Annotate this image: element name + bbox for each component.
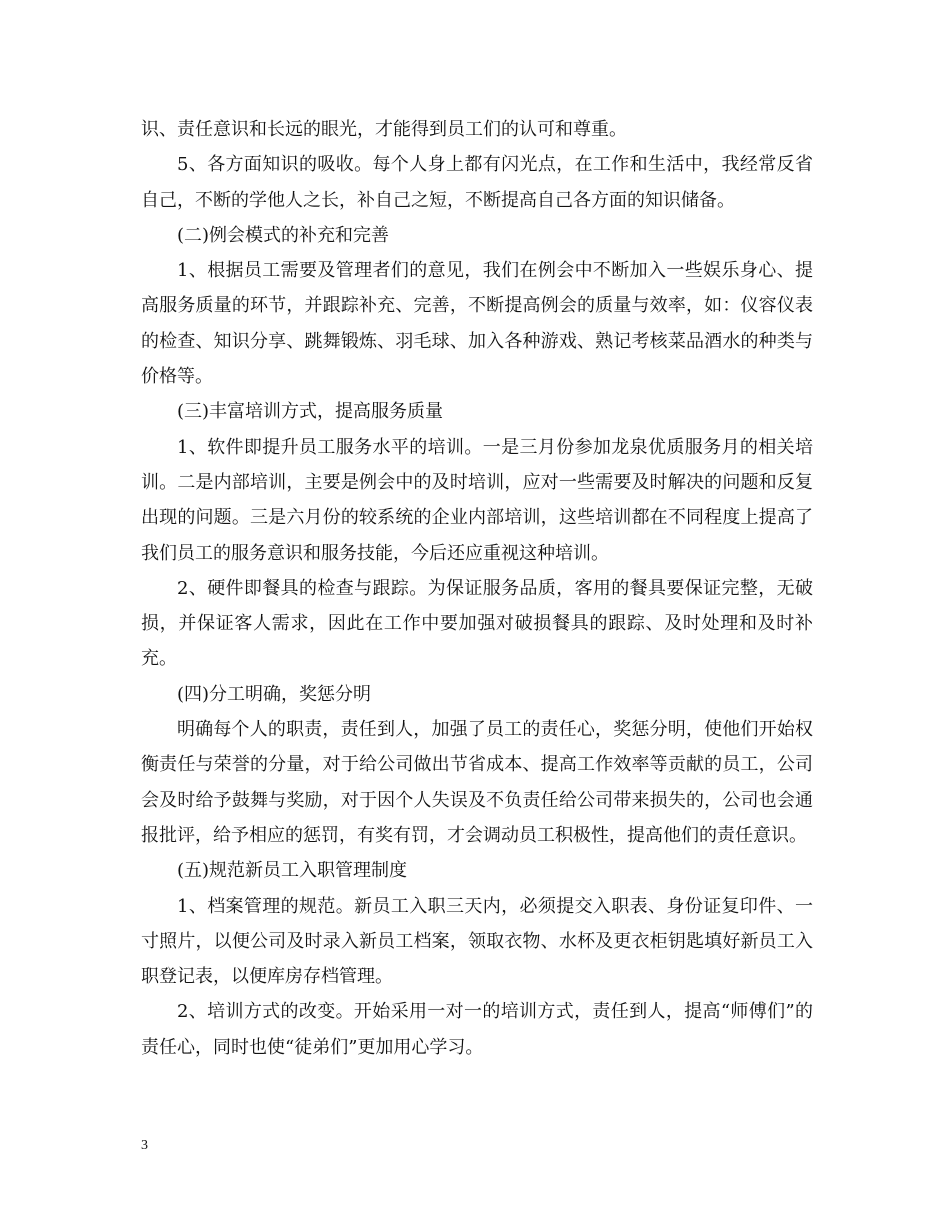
paragraph: 识、责任意识和长远的眼光，才能得到员工们的认可和尊重。 <box>141 119 627 140</box>
paragraph: 1、档案管理的规范。新员工入职三天内，必须提交入职表、身份证复印件、一寸照片，以便公司及时录入新员工档案，领取衣物、水杯及更衣柜钥匙填好新员工入职登记表，以便库房存档管理。 <box>141 895 813 988</box>
document-body <box>141 112 813 1065</box>
paragraph: 5、各方面知识的吸收。每个人身上都有闪光点，在工作和生活中，我经常反省自己，不断的学他人之长，补自己之短，不断提高自己各方面的知识储备。 <box>141 154 813 211</box>
section-heading: (三)丰富培训方式，提高服务质量 <box>177 401 444 423</box>
section-heading: (五)规范新员工入职管理制度 <box>177 860 408 882</box>
section-heading: (四)分工明确，奖惩分明 <box>177 683 372 705</box>
page-number: 3 <box>141 1138 148 1153</box>
paragraph: 2、培训方式的改变。开始采用一对一的培训方式，责任到人，提高“师傅们”的责任心，同时也使“徒弟们”更加用心学习。 <box>141 1001 813 1058</box>
paragraph: 1、根据员工需要及管理者们的意见，我们在例会中不断加入一些娱乐身心、提高服务质量的环节，并跟踪补充、完善，不断提高例会的质量与效率，如：仪容仪表的检查、知识分享、跳舞锻炼、羽毛球、加入各种游戏、熟记考核菜品酒水的种类与价格等。 <box>141 260 813 388</box>
section-heading: (二)例会模式的补充和完善 <box>177 224 390 246</box>
paragraph: 明确每个人的职责，责任到人，加强了员工的责任心，奖惩分明，使他们开始权衡责任与荣誉的分量，对于给公司做出节省成本、提高工作效率等贡献的员工，公司会及时给予鼓舞与奖励，对于因个人失误及不负责任给公司带来损失的，公司也会通报批评，给予相应的惩罚，有奖有罚，才会调动员工积极性，提高他们的责任意识。 <box>141 719 813 846</box>
paragraph: 1、软件即提升员工服务水平的培训。一是三月份参加龙泉优质服务月的相关培训。二是内部培训，主要是例会中的及时培训，应对一些需要及时解决的问题和反复出现的问题。三是六月份的较系统的企业内部培训，这些培训都在不同程度上提高了我们员工的服务意识和服务技能，今后还应重视这种培训。 <box>141 436 813 564</box>
paragraph: 2、硬件即餐具的检查与跟踪。为保证服务品质，客用的餐具要保证完整，无破损，并保证客人需求，因此在工作中要加强对破损餐具的跟踪、及时处理和及时补充。 <box>141 577 813 670</box>
